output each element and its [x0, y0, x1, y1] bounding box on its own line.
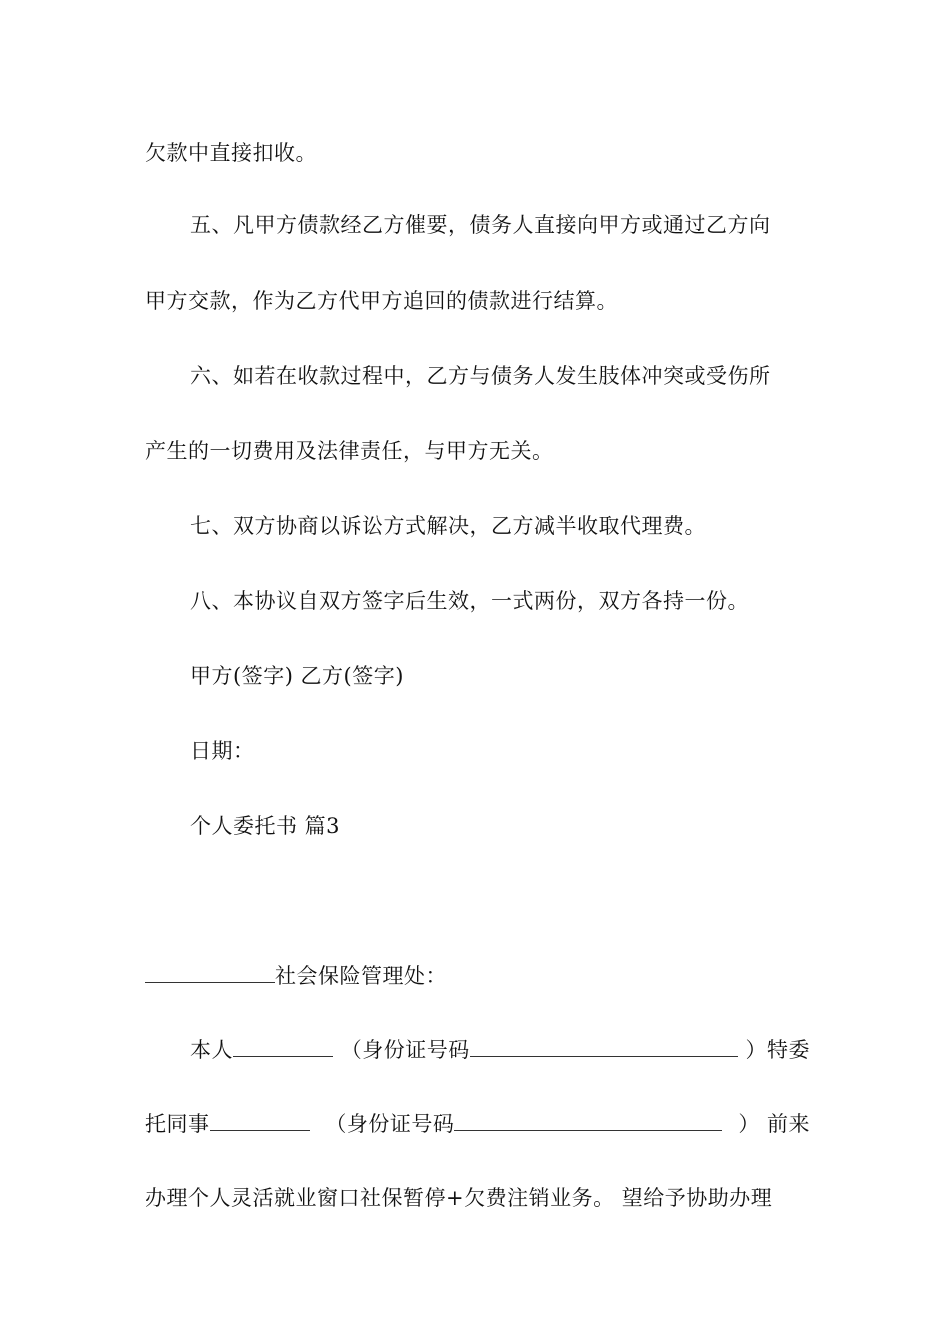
text-line: [190, 1036, 810, 1064]
section-title: 个人委托书 篇3: [190, 814, 341, 838]
paragraph-text: ）特委: [745, 1038, 810, 1062]
delegate-name-blank: [210, 1110, 310, 1131]
text-line: [145, 437, 810, 465]
text-line: [145, 1110, 810, 1138]
delegate-label: 托同事: [145, 1112, 210, 1136]
text-line: [145, 139, 810, 167]
delegate-segment: [145, 1110, 310, 1138]
signature-line: [190, 662, 810, 690]
signature-labels: 甲方(签字) 乙方(签字): [190, 664, 404, 688]
delegator-name-blank: [233, 1036, 333, 1057]
clause-eight-text: 八、本协议自双方签字后生效，一式两份，双方各持一份。: [190, 589, 749, 613]
paragraph-text: ） 前来: [738, 1112, 810, 1136]
paragraph-text: 甲方交款，作为乙方代甲方追回的债款进行结算。: [145, 289, 618, 313]
date-line: [190, 737, 810, 765]
clause-seven-text: 七、双方协商以诉讼方式解决，乙方减半收取代理费。: [190, 514, 706, 538]
delegate-id-blank: [454, 1110, 722, 1131]
delegator-id-blank: [470, 1036, 738, 1057]
text-line: [145, 1184, 810, 1212]
text-line: [190, 362, 810, 390]
id-label: （身份证号码: [340, 1038, 470, 1062]
paragraph-text: 产生的一切费用及法律责任，与甲方无关。: [145, 439, 554, 463]
paragraph-text: 办理个人灵活就业窗口社保暂停+欠费注销业务。 望给予协助办理: [145, 1186, 773, 1210]
office-blank: [145, 962, 275, 983]
section-heading: [190, 812, 810, 840]
paragraph-text: 欠款中直接扣收。: [145, 141, 317, 165]
addressee-text: 社会保险管理处：: [275, 964, 447, 988]
text-line: [190, 211, 810, 239]
text-line: [190, 512, 810, 540]
delegator-id-segment: [341, 1036, 738, 1064]
delegator-segment: [190, 1036, 333, 1064]
id-label: （身份证号码: [325, 1112, 455, 1136]
text-line: [190, 587, 810, 615]
addressee-line: [145, 962, 810, 990]
delegate-id-segment: [325, 1110, 722, 1138]
text-line: [145, 287, 810, 315]
date-label: 日期：: [190, 739, 255, 763]
clause-six-text: 六、如若在收款过程中，乙方与债务人发生肢体冲突或受伤所: [190, 364, 771, 388]
delegator-label: 本人: [190, 1038, 233, 1062]
clause-five-text: 五、凡甲方债款经乙方催要，债务人直接向甲方或通过乙方向: [190, 213, 771, 237]
